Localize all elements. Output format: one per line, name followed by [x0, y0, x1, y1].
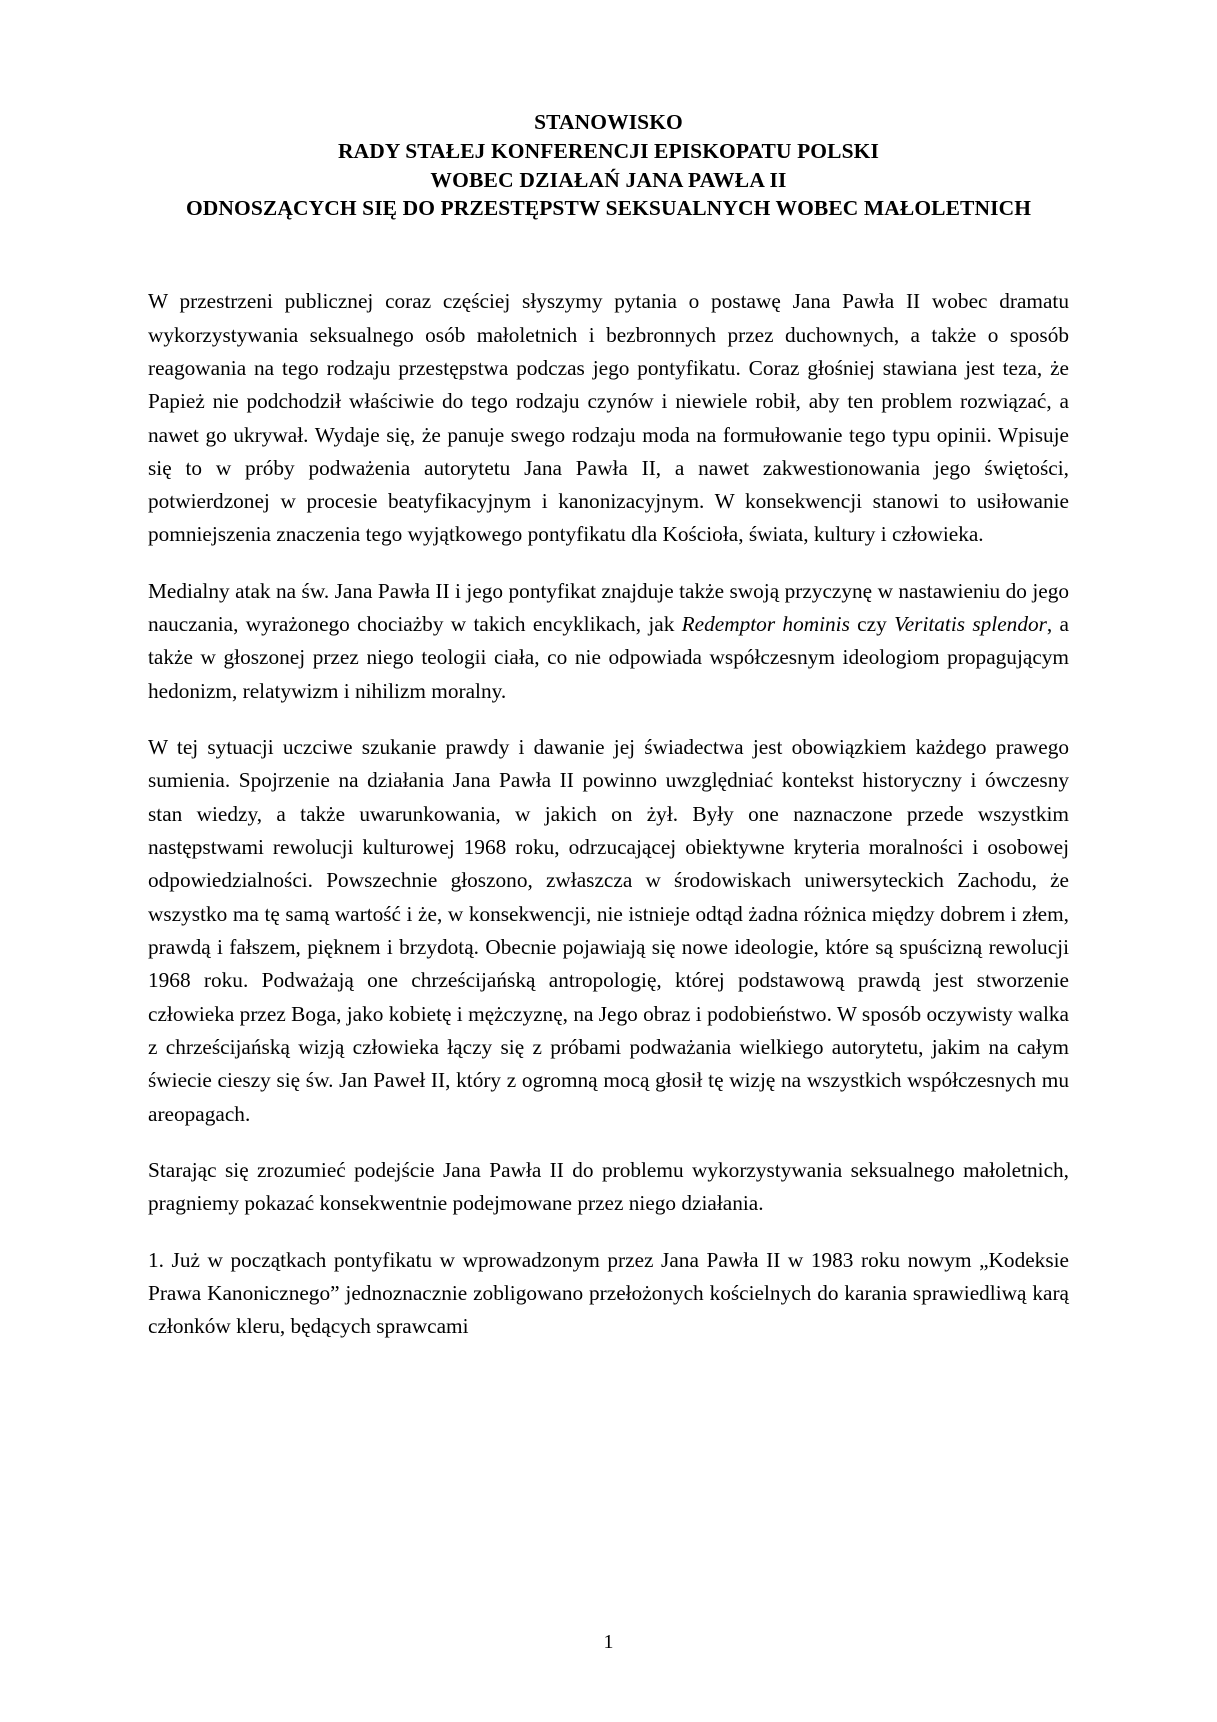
title-line-3: WOBEC DZIAŁAŃ JANA PAWŁA II: [430, 167, 787, 192]
title-line-2: RADY STAŁEJ KONFERENCJI EPISKOPATU POLSKI: [338, 138, 879, 163]
encyclical-title-veritatis-splendor: Veritatis splendor: [894, 612, 1047, 637]
paragraph-2-segment-2: czy: [849, 612, 895, 637]
title-line-4: ODNOSZĄCYCH SIĘ DO PRZESTĘPSTW SEKSUALNYCH WOBEC MAŁOLETNICH: [185, 196, 1032, 221]
paragraph-2: [148, 575, 1069, 708]
title-line-1: STANOWISKO: [534, 110, 683, 134]
paragraph-3: W tej sytuacji uczciwe szukanie prawdy i dawanie jej świadectwa jest obowiązkiem każdego prawego sumienia. Spojrzenie na działania Jana Pawła II powinno uwzględniać kontekst historyczny i ówczesny stan wiedzy, a także uwarunkowania, w jakich on żył. Były one naznaczone przede wszystkim następstwami rewolucji kulturowej 1968 roku, odrzucającej obiektywne kryteria moralności i osobowej odpowiedzialności. Powszechnie głoszono, zwłaszcza w środowiskach uniwersyteckich Zachodu, że wszystko ma tę samą wartość i że, w konsekwencji, nie istnieje odtąd żadna różnica między dobrem i złem, prawdą i fałszem, pięknem i brzydotą. Obecnie pojawiają się nowe ideologie, które są spuścizną rewolucji 1968 roku. Podważają one chrześcijańską antropologię, której podstawową prawdą jest stworzenie człowieka przez Boga, jako kobietę i mężczyznę, na Jego obraz i podobieństwo. W sposób oczywisty walka z chrześcijańską wizją człowieka łączy się z próbami podważania wielkiego autorytetu, jakim na całym świecie cieszy się św. Jan Paweł II, który z ogromną mocą głosił tę wizję na wszystkich współczesnych mu areopagach.: [148, 735, 1069, 1126]
document-body: [148, 285, 1069, 1344]
paragraph-2-segment-1: Medialny atak na św. Jana Pawła II i jego pontyfikat znajduje także swoją przyczynę w nastawieniu do jego nauczania, wyrażonego chociażby w takich encyklikach, jak: [148, 578, 1069, 637]
page-number: 1: [603, 1631, 614, 1653]
page-title: [148, 108, 1069, 223]
paragraph-4: Starając się zrozumieć podejście Jana Pawła II do problemu wykorzystywania seksualnego małoletnich, pragniemy pokazać konsekwentnie podejmowane przez niego działania.: [148, 1158, 1069, 1216]
paragraph-1: W przestrzeni publicznej coraz częściej słyszymy pytania o postawę Jana Pawła II wobec dramatu wykorzystywania seksualnego osób małoletnich i bezbronnych przez duchownych, a także o sposób reagowania na tego rodzaju przestępstwa podczas jego pontyfikatu. Coraz głośniej stawiana jest teza, że Papież nie podchodził właściwie do tego rodzaju czynów i niewiele robił, aby ten problem rozwiązać, a nawet go ukrywał. Wydaje się, że panuje swego rodzaju moda na formułowanie tego typu opinii. Wpisuje się to w próby podważenia autorytetu Jana Pawła II, a nawet zakwestionowania jego świętości, potwierdzonej w procesie beatyfikacyjnym i kanonizacyjnym. W konsekwencji stanowi to usiłowanie pomniejszenia znaczenia tego wyjątkowego pontyfikatu dla Kościoła, świata, kultury i człowieka.: [148, 289, 1069, 547]
encyclical-title-redemptor-hominis: Redemptor hominis: [681, 612, 850, 637]
paragraph-5-numbered-item-1: 1. Już w początkach pontyfikatu w wprowadzonym przez Jana Pawła II w 1983 roku nowym „Kodeksie Prawa Kanonicznego” jednoznacznie zobligowano przełożonych kościelnych do karania sprawiedliwą karą członków kleru, będących sprawcami: [148, 1247, 1069, 1339]
paragraph-2-segment-3: , a także w głoszonej przez niego teologii ciała, co nie odpowiada współczesnym ideologiom propagującym hedonizm, relatywizm i nihilizm moralny.: [148, 612, 1069, 703]
